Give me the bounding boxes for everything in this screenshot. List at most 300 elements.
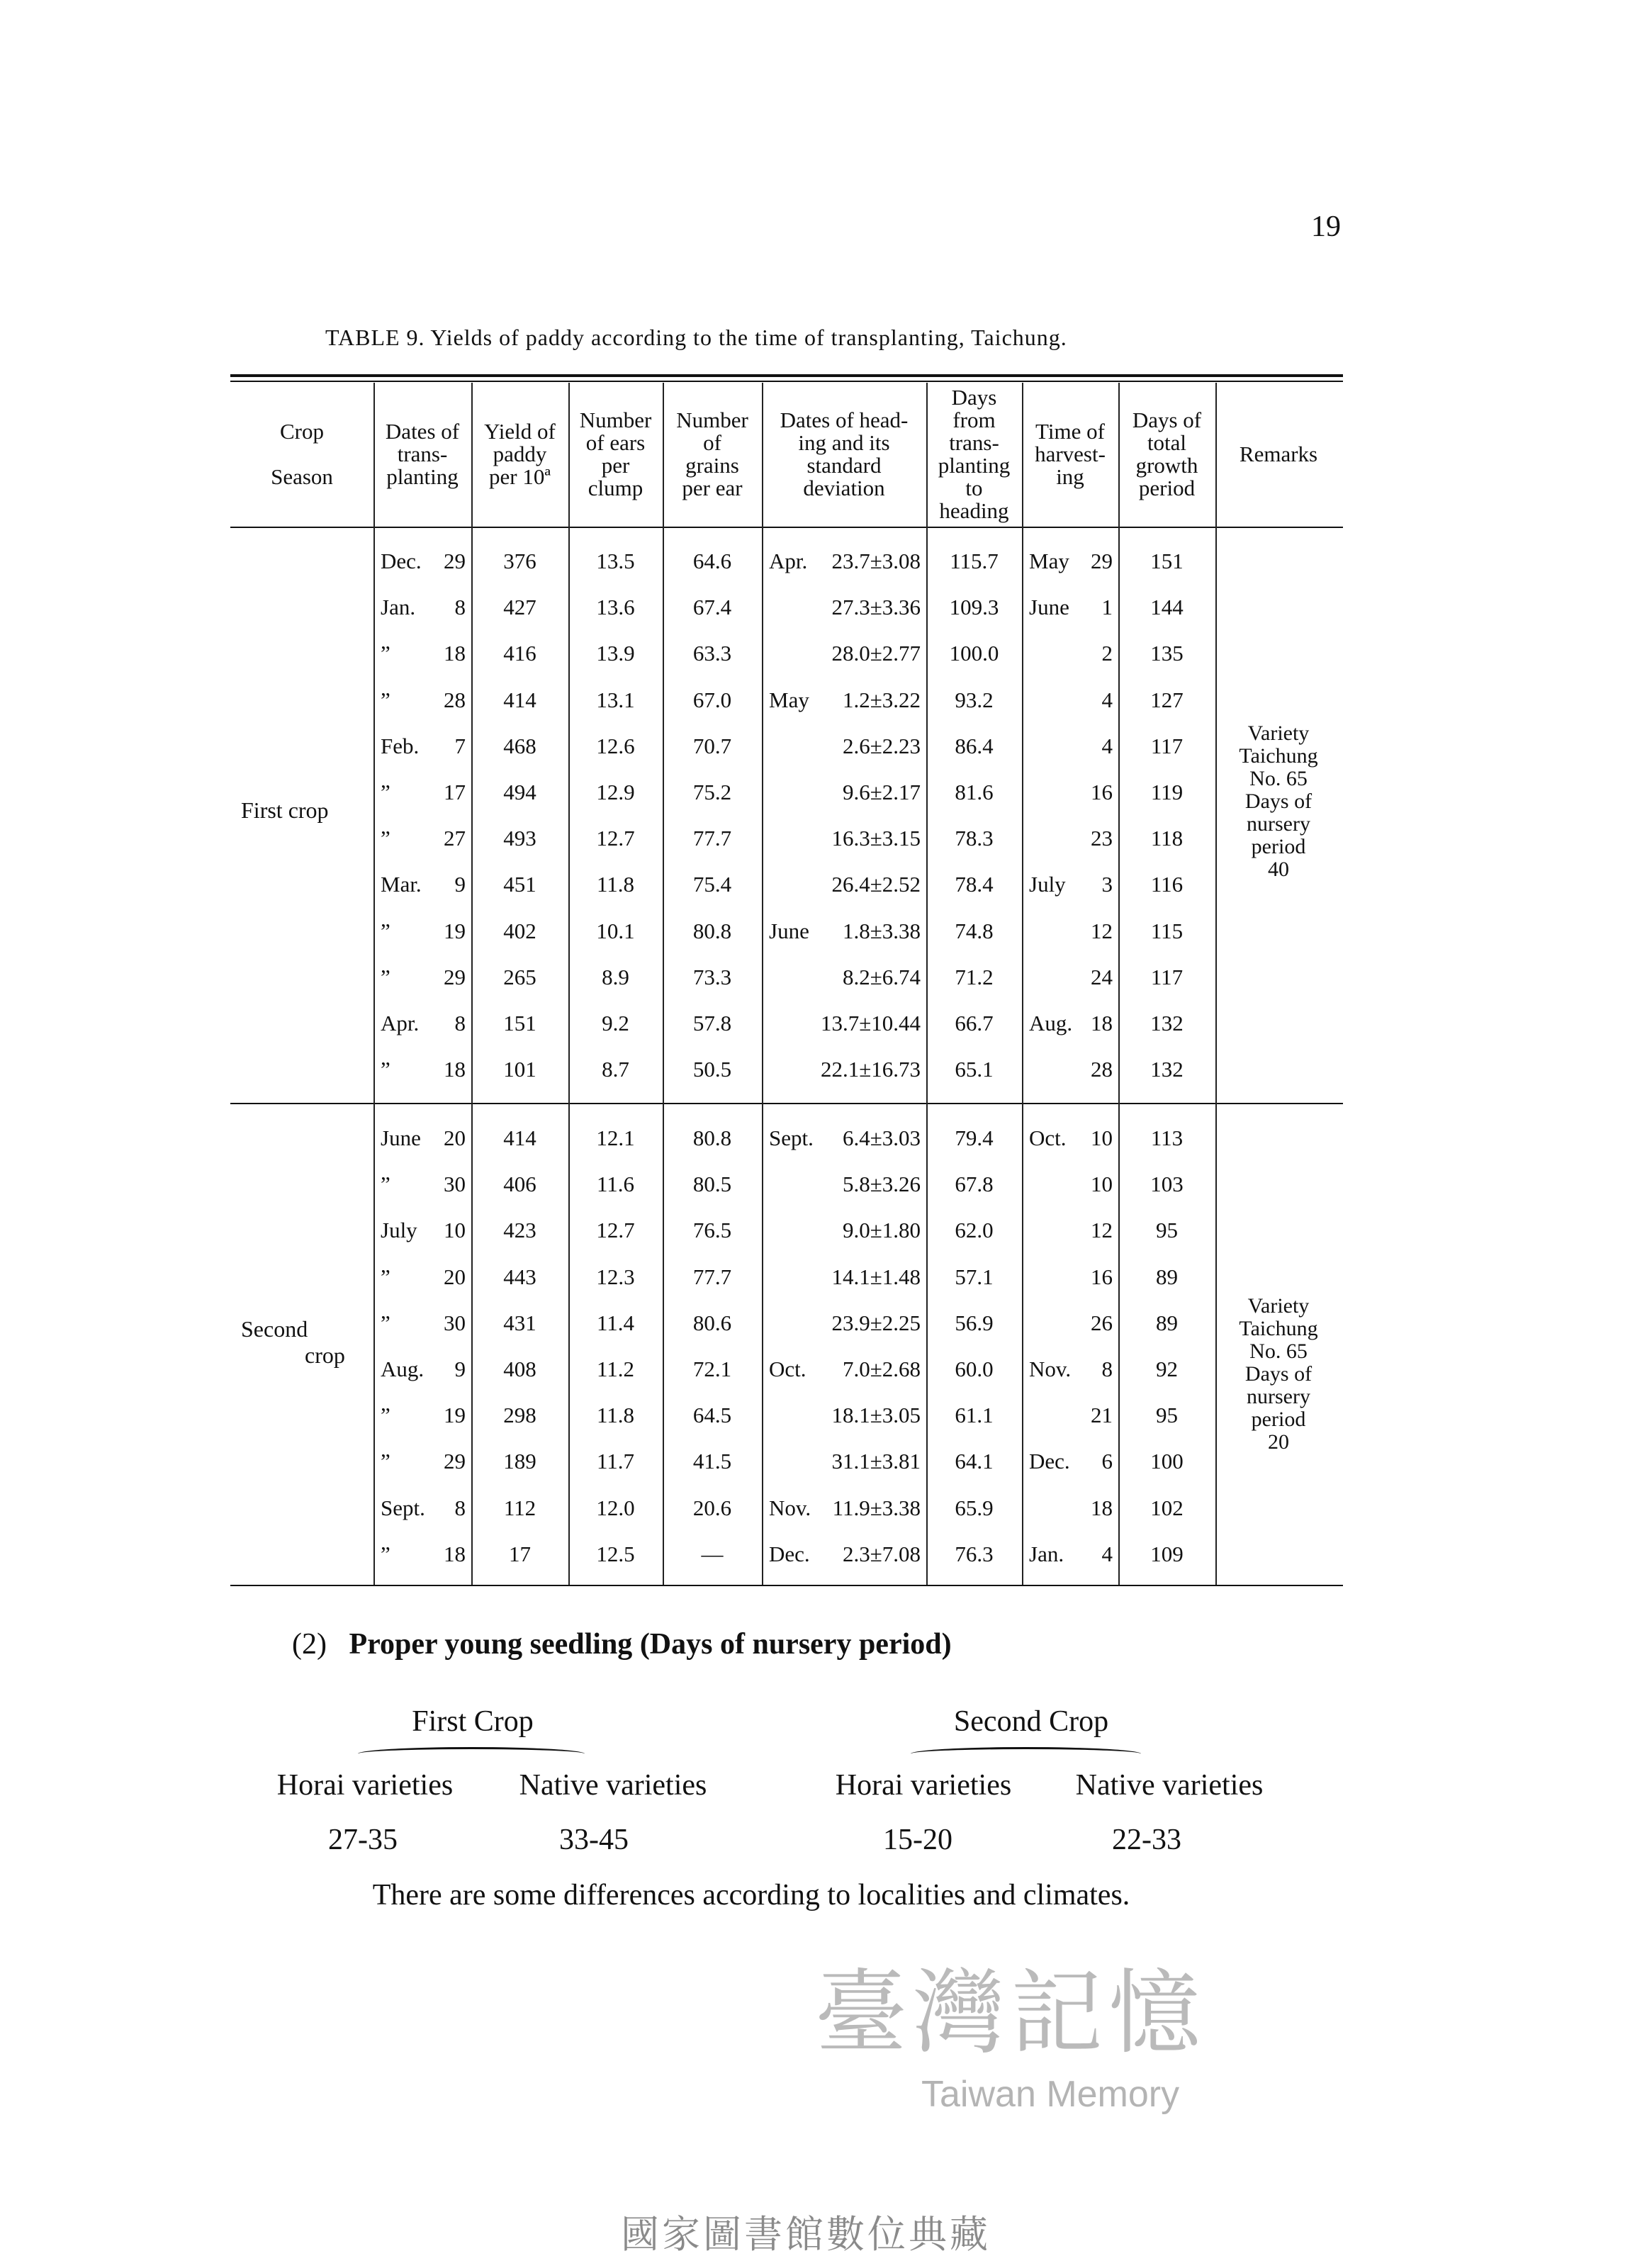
remarks-line: Variety	[1247, 721, 1310, 745]
grains-cell	[663, 1348, 762, 1391]
ears-cell	[568, 1487, 663, 1529]
heading-date-part: 16.3±3.15	[831, 826, 921, 851]
header-line: Days	[951, 384, 997, 410]
section-subtitle: (Days of nursery period)	[639, 1628, 952, 1661]
header-line: Time of	[1035, 418, 1105, 444]
transplanting-date	[373, 863, 471, 906]
days-to-heading-cell	[926, 817, 1022, 860]
header-text	[1035, 420, 1106, 488]
second-native-label: Native varieties	[1075, 1769, 1264, 1802]
ears-cell	[568, 1533, 663, 1576]
header-line: growth	[1135, 452, 1198, 478]
heading-date-part: Sept.	[769, 1125, 814, 1150]
grains-cell-part: 64.6	[692, 549, 732, 573]
header-line: deviation	[803, 475, 885, 500]
transplanting-date-part: 8	[454, 1011, 466, 1035]
growth-period-cell	[1118, 817, 1215, 860]
heading-date	[762, 1048, 926, 1091]
yield-cell	[471, 1487, 568, 1529]
header-cell	[1118, 381, 1215, 527]
yield-cell	[471, 1533, 568, 1576]
grains-cell	[663, 586, 762, 629]
transplanting-date	[373, 1487, 471, 1529]
days-to-heading-cell-part: 86.4	[955, 733, 994, 758]
growth-period-cell	[1118, 1048, 1215, 1091]
grains-cell-part: 77.7	[692, 826, 732, 851]
yield-cell-part: 414	[503, 1125, 536, 1150]
header-line: Number	[579, 407, 652, 432]
harvest-date-part: 18	[1091, 1011, 1113, 1035]
days-to-heading-cell	[926, 1002, 1022, 1045]
header-line: heading	[939, 498, 1009, 523]
heading-date	[762, 1440, 926, 1483]
ears-cell	[568, 1302, 663, 1344]
second-native-value: 22-33	[1112, 1824, 1181, 1856]
transplanting-date	[373, 956, 471, 999]
header-cell	[373, 381, 471, 527]
header-line: period	[1138, 475, 1196, 500]
yield-cell-part: 493	[503, 826, 536, 851]
harvest-date	[1022, 1394, 1118, 1437]
header-line: from	[952, 407, 996, 432]
growth-period-cell-part: 89	[1156, 1264, 1178, 1289]
transplanting-date-part: 10	[444, 1218, 466, 1243]
watermark-text: Taiwan Memory	[921, 2074, 1180, 2115]
growth-period-cell	[1118, 771, 1215, 814]
transplanting-date-part: Dec.	[381, 549, 422, 573]
days-to-heading-cell-part: 78.3	[955, 826, 994, 851]
transplanting-date	[373, 1002, 471, 1045]
season-line: crop	[305, 1342, 345, 1369]
yield-cell-part: 408	[503, 1357, 536, 1381]
transplanting-date	[373, 1394, 471, 1437]
transplanting-date	[373, 1048, 471, 1091]
harvest-date	[1022, 956, 1118, 999]
watermark-logo: 臺灣記憶	[815, 1959, 1207, 2067]
transplanting-date-part: 18	[444, 1541, 466, 1566]
ears-cell	[568, 1209, 663, 1252]
ears-cell-part: 12.3	[596, 1264, 635, 1289]
header-line: Crop	[279, 418, 324, 444]
heading-date	[762, 1209, 926, 1252]
harvest-date-part: 4	[1101, 733, 1113, 758]
harvest-date-part: 10	[1091, 1125, 1113, 1150]
harvest-date-part: 28	[1091, 1057, 1113, 1082]
header-text	[386, 420, 459, 488]
heading-date-part: 27.3±3.36	[831, 595, 921, 620]
harvest-date-part: May	[1029, 549, 1069, 573]
section-number: (2)	[292, 1628, 327, 1661]
grains-cell	[663, 540, 762, 583]
page-number: 19	[1311, 210, 1341, 243]
growth-period-cell-part: 103	[1150, 1172, 1184, 1197]
harvest-date-part: 6	[1101, 1449, 1113, 1474]
ears-cell-part: 11.2	[596, 1357, 635, 1381]
ears-cell	[568, 679, 663, 722]
first-horai-value: 27-35	[328, 1824, 398, 1856]
yield-cell-part: 151	[503, 1011, 536, 1035]
grains-cell-part: 76.5	[692, 1218, 732, 1243]
growth-period-cell	[1118, 679, 1215, 722]
grains-cell	[663, 1048, 762, 1091]
table-row	[0, 540, 1630, 583]
growth-period-cell	[1118, 1487, 1215, 1529]
heading-date-part: 7.0±2.68	[842, 1357, 921, 1381]
heading-date	[762, 1348, 926, 1391]
growth-period-cell-part: 144	[1150, 595, 1184, 620]
harvest-date	[1022, 725, 1118, 768]
header-text	[780, 409, 909, 500]
days-to-heading-cell	[926, 1487, 1022, 1529]
header-line: of ears	[585, 430, 646, 455]
heading-date-part: 23.7±3.08	[831, 549, 921, 573]
growth-period-cell-part: 92	[1156, 1357, 1178, 1381]
yield-cell	[471, 1002, 568, 1045]
table-row	[0, 1533, 1630, 1576]
harvest-date	[1022, 1048, 1118, 1091]
harvest-date-part: 3	[1101, 872, 1113, 897]
transplanting-date-part: 30	[444, 1310, 466, 1335]
transplanting-date	[373, 632, 471, 675]
grains-cell	[663, 956, 762, 999]
heading-date-part: June	[769, 918, 809, 943]
yield-cell-part: 423	[503, 1218, 536, 1243]
yield-cell-part: 189	[503, 1449, 536, 1474]
heading-date-part: 1.2±3.22	[842, 687, 921, 712]
remarks-line: 20	[1268, 1430, 1289, 1454]
heading-date-part: 18.1±3.05	[831, 1403, 921, 1428]
ears-cell-part: 8.7	[602, 1057, 629, 1082]
yield-cell-part: 17	[509, 1541, 531, 1566]
harvest-date	[1022, 1163, 1118, 1206]
growth-period-cell	[1118, 586, 1215, 629]
header-text	[1132, 409, 1201, 500]
remarks-line: 40	[1268, 857, 1289, 881]
heading-date-part: 5.8±3.26	[842, 1172, 921, 1197]
remarks-cell	[1215, 722, 1342, 881]
days-to-heading-cell-part: 67.8	[955, 1172, 994, 1197]
growth-period-cell-part: 113	[1150, 1125, 1184, 1150]
ears-cell	[568, 1348, 663, 1391]
grains-cell-part: 77.7	[692, 1264, 732, 1289]
grains-cell	[663, 1256, 762, 1298]
transplanting-date-part: 19	[444, 918, 466, 943]
grains-cell-part: 63.3	[692, 641, 732, 666]
ears-cell-part: 12.6	[596, 733, 635, 758]
days-to-heading-cell	[926, 725, 1022, 768]
days-to-heading-cell	[926, 632, 1022, 675]
yield-cell	[471, 863, 568, 906]
harvest-date-part: 24	[1091, 964, 1113, 989]
ears-cell-part: 9.2	[602, 1011, 629, 1035]
ears-cell	[568, 910, 663, 953]
growth-period-cell	[1118, 1440, 1215, 1483]
transplanting-date-part: 28	[444, 687, 466, 712]
days-to-heading-cell	[926, 863, 1022, 906]
transplanting-date	[373, 725, 471, 768]
ears-cell	[568, 632, 663, 675]
harvest-date-part: 8	[1101, 1357, 1113, 1381]
header-cell	[1215, 381, 1342, 527]
ears-cell-part: 10.1	[596, 918, 635, 943]
heading-date	[762, 1256, 926, 1298]
transplanting-date	[373, 1209, 471, 1252]
yield-cell-part: 416	[503, 641, 536, 666]
harvest-date-part: 21	[1091, 1403, 1113, 1428]
table-row	[0, 863, 1630, 906]
table-row	[0, 1440, 1630, 1483]
header-cell	[1022, 381, 1118, 527]
transplanting-date-part: 29	[444, 964, 466, 989]
ears-cell	[568, 1117, 663, 1160]
header-line: harvest-	[1035, 441, 1106, 466]
heading-date-part: 6.4±3.03	[842, 1125, 921, 1150]
ears-cell-part: 13.1	[596, 687, 635, 712]
ears-cell	[568, 586, 663, 629]
grains-cell	[663, 863, 762, 906]
harvest-date-part: 18	[1091, 1495, 1113, 1520]
yield-cell-part: 468	[503, 733, 536, 758]
harvest-date-part: 4	[1101, 687, 1113, 712]
days-to-heading-cell-part: 71.2	[955, 964, 994, 989]
heading-date	[762, 1394, 926, 1437]
heading-date	[762, 586, 926, 629]
transplanting-date-part: ”	[381, 1310, 390, 1335]
growth-period-cell-part: 95	[1156, 1218, 1178, 1243]
days-to-heading-cell	[926, 586, 1022, 629]
heading-date-part: Dec.	[769, 1541, 810, 1566]
harvest-date-part: 12	[1091, 918, 1113, 943]
days-to-heading-cell	[926, 771, 1022, 814]
grains-cell	[663, 1394, 762, 1437]
heading-date-part: Apr.	[769, 549, 808, 573]
yield-cell-part: 494	[503, 780, 536, 804]
table-title: TABLE 9. Yields of paddy according to the time of transplanting, Taichung.	[325, 325, 1067, 350]
growth-period-cell	[1118, 632, 1215, 675]
harvest-date-part: Aug.	[1029, 1011, 1073, 1035]
ears-cell-part: 8.9	[602, 964, 629, 989]
header-line: Yield of	[484, 418, 556, 444]
header-cell	[230, 381, 373, 527]
days-to-heading-cell-part: 56.9	[955, 1310, 994, 1335]
days-to-heading-cell	[926, 956, 1022, 999]
heading-date-part: 8.2±6.74	[842, 964, 921, 989]
header-line: per 10ª	[489, 464, 551, 489]
heading-date	[762, 1163, 926, 1206]
section-title: Proper young seedling	[349, 1628, 633, 1661]
header-text	[580, 409, 652, 500]
transplanting-date-part: June	[381, 1125, 421, 1150]
ears-cell-part: 12.9	[596, 780, 635, 804]
transplanting-date	[373, 1302, 471, 1344]
growth-period-cell-part: 102	[1150, 1495, 1184, 1520]
transplanting-date-part: 7	[454, 733, 466, 758]
days-to-heading-cell-part: 65.9	[955, 1495, 994, 1520]
transplanting-date	[373, 679, 471, 722]
table-row	[0, 817, 1630, 860]
yield-cell	[471, 1117, 568, 1160]
ears-cell	[568, 863, 663, 906]
growth-period-cell-part: 132	[1150, 1057, 1184, 1082]
transplanting-date-part: Apr.	[381, 1011, 420, 1035]
days-to-heading-cell	[926, 1394, 1022, 1437]
header-line: total	[1147, 430, 1187, 455]
days-to-heading-cell-part: 93.2	[955, 687, 994, 712]
days-to-heading-cell	[926, 1117, 1022, 1160]
transplanting-date-part: ”	[381, 1057, 390, 1082]
days-to-heading-cell-part: 66.7	[955, 1011, 994, 1035]
days-to-heading-cell-part: 74.8	[955, 918, 994, 943]
days-to-heading-cell-part: 100.0	[949, 641, 999, 666]
harvest-date-part: 2	[1101, 641, 1113, 666]
transplanting-date	[373, 910, 471, 953]
grains-cell	[663, 817, 762, 860]
header-line: trans-	[949, 430, 999, 455]
ears-cell-part: 12.7	[596, 1218, 635, 1243]
transplanting-date-part: ”	[381, 1449, 390, 1474]
transplanting-date-part: 19	[444, 1403, 466, 1428]
header-line: Dates of	[385, 418, 460, 444]
harvest-date-part: 10	[1091, 1172, 1113, 1197]
yield-cell-part: 443	[503, 1264, 536, 1289]
grains-cell	[663, 679, 762, 722]
grains-cell	[663, 771, 762, 814]
days-to-heading-cell-part: 81.6	[955, 780, 994, 804]
grains-cell	[663, 1440, 762, 1483]
heading-date-part: 11.9±3.38	[832, 1495, 921, 1520]
harvest-date	[1022, 586, 1118, 629]
remarks-line: Taichung	[1239, 743, 1318, 768]
harvest-date-part: June	[1029, 595, 1069, 620]
transplanting-date	[373, 1440, 471, 1483]
heading-date-part: 2.6±2.23	[842, 733, 921, 758]
days-to-heading-cell-part: 78.4	[955, 872, 994, 897]
grains-cell-part: 80.5	[692, 1172, 732, 1197]
header-cell	[663, 381, 762, 527]
transplanting-date-part: Aug.	[381, 1357, 425, 1381]
grains-cell-part: 70.7	[692, 733, 732, 758]
harvest-date-part: 29	[1091, 549, 1113, 573]
ears-cell-part: 12.7	[596, 826, 635, 851]
transplanting-date	[373, 586, 471, 629]
season-line: Second	[241, 1316, 308, 1342]
heading-date-part: 13.7±10.44	[820, 1011, 921, 1035]
days-to-heading-cell-part: 79.4	[955, 1125, 994, 1150]
ears-cell-part: 12.1	[596, 1125, 635, 1150]
heading-date	[762, 1002, 926, 1045]
header-line: ing	[1056, 464, 1084, 489]
harvest-date	[1022, 1002, 1118, 1045]
yield-cell	[471, 1048, 568, 1091]
harvest-date-part: Oct.	[1029, 1125, 1067, 1150]
table-row	[0, 1002, 1630, 1045]
transplanting-date	[373, 1348, 471, 1391]
heading-date-part: 9.6±2.17	[842, 780, 921, 804]
transplanting-date-part: ”	[381, 1541, 390, 1566]
grains-cell-part: 75.4	[692, 872, 732, 897]
ears-cell	[568, 771, 663, 814]
remarks-line: nursery	[1247, 1385, 1310, 1409]
transplanting-date-part: 8	[454, 1495, 466, 1520]
yield-cell	[471, 540, 568, 583]
harvest-date-part: 16	[1091, 1264, 1113, 1289]
growth-period-cell	[1118, 1394, 1215, 1437]
ears-cell	[568, 1048, 663, 1091]
header-cell	[471, 381, 568, 527]
growth-period-cell	[1118, 540, 1215, 583]
harvest-date-part: 26	[1091, 1310, 1113, 1335]
yield-cell	[471, 956, 568, 999]
growth-period-cell-part: 100	[1150, 1449, 1184, 1474]
growth-period-cell-part: 117	[1150, 964, 1184, 989]
grains-cell-part: 72.1	[692, 1357, 732, 1381]
heading-date	[762, 679, 926, 722]
growth-period-cell-part: 119	[1150, 780, 1184, 804]
yield-cell-part: 406	[503, 1172, 536, 1197]
days-to-heading-cell-part: 64.1	[955, 1449, 994, 1474]
heading-date	[762, 1487, 926, 1529]
header-line: Number	[676, 407, 748, 432]
growth-period-cell	[1118, 1348, 1215, 1391]
crop-season-label	[241, 797, 329, 824]
header-line: grains	[685, 452, 739, 478]
heading-date	[762, 725, 926, 768]
grains-cell-part: 73.3	[692, 964, 732, 989]
remarks-line: No. 65	[1249, 766, 1308, 790]
transplanting-date-part: 20	[444, 1264, 466, 1289]
days-to-heading-cell	[926, 1163, 1022, 1206]
yield-cell-part: 376	[503, 549, 536, 573]
growth-period-cell-part: 115	[1150, 918, 1184, 943]
growth-period-cell-part: 117	[1150, 733, 1184, 758]
growth-period-cell-part: 151	[1150, 549, 1184, 573]
grains-cell-part: 80.8	[692, 1125, 732, 1150]
transplanting-date-part: 17	[444, 780, 466, 804]
heading-date	[762, 632, 926, 675]
header-line: Dates of head-	[780, 407, 909, 432]
header-cell	[926, 381, 1022, 527]
header-text	[1240, 443, 1317, 466]
grains-cell	[663, 1002, 762, 1045]
days-to-heading-cell-part: 65.1	[955, 1057, 994, 1082]
ears-cell-part: 13.9	[596, 641, 635, 666]
growth-period-cell-part: 127	[1150, 687, 1184, 712]
yield-cell-part: 414	[503, 687, 536, 712]
yield-cell	[471, 1348, 568, 1391]
yield-cell-part: 451	[503, 872, 536, 897]
footer-archive-text: 國家圖書館數位典藏	[621, 2212, 991, 2257]
days-to-heading-cell-part: 60.0	[955, 1357, 994, 1381]
yield-cell	[471, 910, 568, 953]
remarks-line: period	[1251, 1408, 1306, 1432]
transplanting-date-part: 9	[454, 872, 466, 897]
yield-cell	[471, 1209, 568, 1252]
ears-cell-part: 11.8	[596, 1403, 635, 1428]
remarks-line: Variety	[1247, 1294, 1310, 1318]
first-crop-brace	[358, 1747, 585, 1761]
table-row	[0, 1487, 1630, 1529]
bottom-rule	[230, 1585, 1343, 1586]
table-row	[0, 910, 1630, 953]
growth-period-cell	[1118, 1163, 1215, 1206]
days-to-heading-cell-part: 61.1	[955, 1403, 994, 1428]
ears-cell-part: 13.5	[596, 549, 635, 573]
days-to-heading-cell	[926, 1302, 1022, 1344]
crop-season-label	[241, 1316, 345, 1369]
harvest-date-part: 23	[1091, 826, 1113, 851]
table-row	[0, 1048, 1630, 1091]
header-line: per	[601, 452, 630, 478]
